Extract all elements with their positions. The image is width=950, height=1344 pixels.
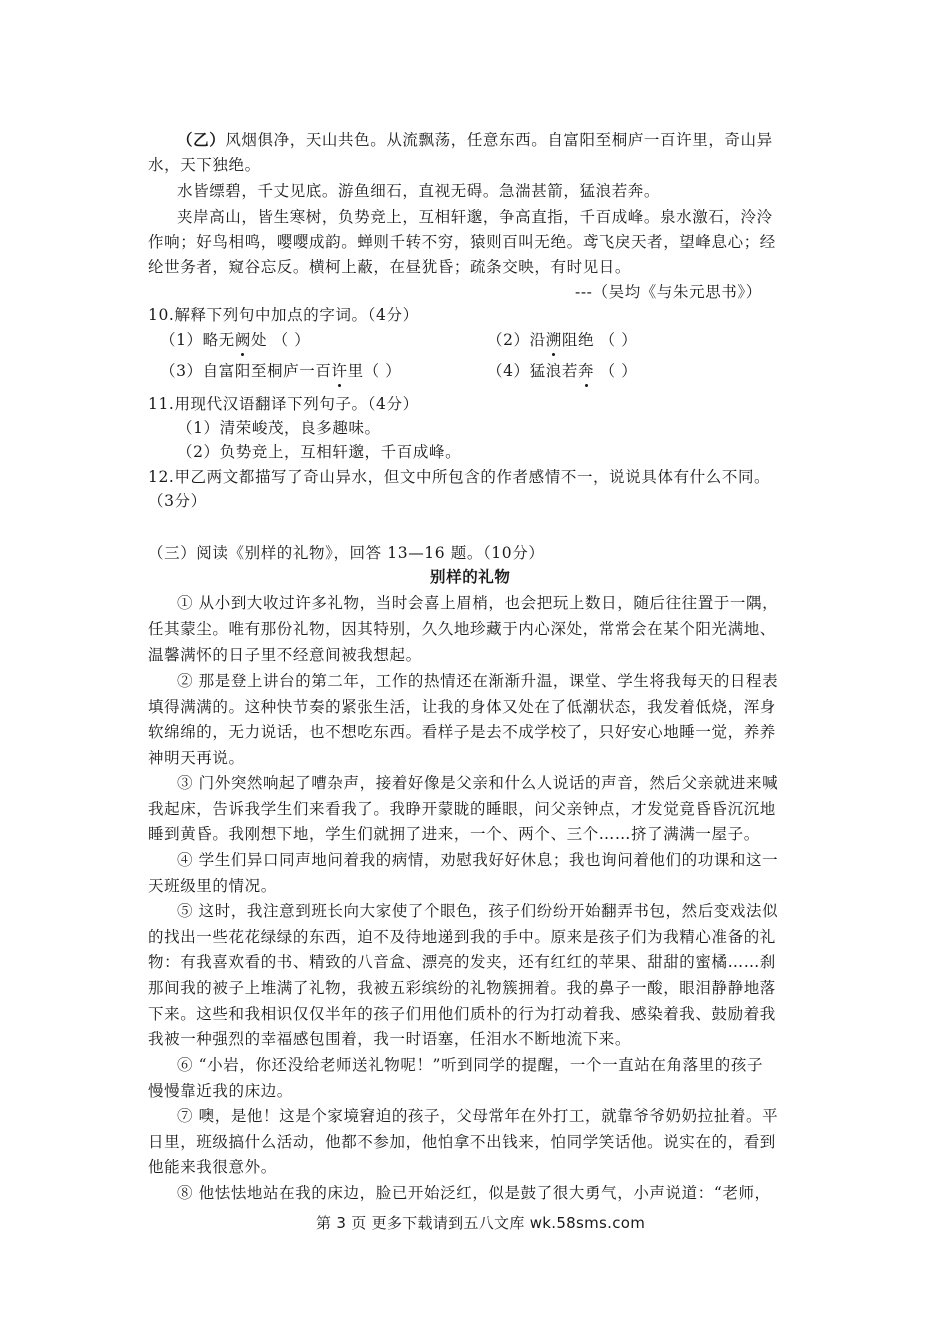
question-10-item-2: （2）沿溯阻绝 （ ） bbox=[487, 331, 638, 349]
article-p5-line-2: 的找出一些花花绿绿的东西，迫不及待地递到我的手中。原来是孩子们为我精心准备的礼 bbox=[148, 928, 776, 946]
passage-yi-line-5: 作响；好鸟相鸣，嘤嘤成韵。蝉则千转不穷，猿则百叫无绝。鸢飞戾天者，望峰息心；经 bbox=[148, 233, 776, 251]
article-p5-line-5: 下来。这些和我相识仅仅半年的孩子们用他们质朴的行为打动着我、感染着我、鼓励着我 bbox=[148, 1005, 776, 1023]
dotted-char: 奔 bbox=[577, 362, 595, 380]
article-p5-line-3: 物：有我喜欢看的书、精致的八音盒、漂亮的发夹，还有红红的苹果、甜甜的蜜橘……刹 bbox=[148, 953, 776, 971]
question-10-item-1: （1）略无阙处 （ ） bbox=[160, 331, 311, 349]
passage-yi-label: （乙） bbox=[177, 130, 226, 149]
article-p4-line-1: ④ 学生们异口同声地问着我的病情，劝慰我好好休息；我也询问着他们的功课和这一 bbox=[177, 851, 779, 869]
question-11-sentence-2: （2）负势竞上，互相轩邈，千百成峰。 bbox=[177, 443, 462, 461]
article-p1-line-2: 任其蒙尘。唯有那份礼物，因其特别，久久地珍藏于内心深处，常常会在某个阳光满地、 bbox=[148, 620, 776, 638]
page-footer: 第 3 页 更多下载请到五八文库 wk.58sms.com bbox=[316, 1214, 646, 1232]
question-12-line-1: 12.甲乙两文都描写了奇山异水，但文中所包含的作者感情不一，说说具体有什么不同。 bbox=[148, 468, 771, 486]
dotted-char: 许 bbox=[331, 362, 348, 380]
question-10-item-4: （4）猛浪若奔 （ ） bbox=[487, 362, 638, 380]
passage-yi-line-3: 水皆缥碧，千丈见底。游鱼细石，直视无碍。急湍甚箭，猛浪若奔。 bbox=[177, 182, 661, 200]
question-11-sentence-1: （1）清荣峻茂，良多趣味。 bbox=[177, 419, 381, 437]
question-10-item-3: （3）自富阳至桐庐一百许里（ ） bbox=[160, 362, 402, 380]
article-p8-line-1: ⑧ 他怯怯地站在我的床边，脸已开始泛红，似是鼓了很大勇气，小声说道：“老师， bbox=[177, 1184, 771, 1202]
article-p5-line-1: ⑤ 这时，我注意到班长向大家使了个眼色，孩子们纷纷开始翻弄书包，然后变戏法似 bbox=[177, 902, 779, 920]
article-p7-line-2: 日里，班级搞什么活动，他都不参加，他怕拿不出钱来，怕同学笑话他。说实在的，看到 bbox=[148, 1133, 776, 1151]
passage-yi-line-2: 水，天下独绝。 bbox=[148, 156, 261, 174]
article-p4-line-2: 天班级里的情况。 bbox=[148, 877, 277, 895]
article-p3-line-2: 我起床，告诉我学生们来看我了。我睁开蒙眬的睡眼，问父亲钟点，才发觉竟昏昏沉沉地 bbox=[148, 800, 776, 818]
article-p2-line-3: 软绵绵的，无力说话，也不想吃东西。看样子是去不成学校了，只好安心地睡一觉，养养 bbox=[148, 723, 776, 741]
article-p1-line-3: 温馨满怀的日子里不经意间被我想起。 bbox=[148, 646, 422, 664]
passage-yi-line-1: （乙）风烟俱净，天山共色。从流飘荡，任意东西。自富阳至桐庐一百许里，奇山异 bbox=[177, 130, 773, 149]
article-p3-line-3: 睡到黄昏。我刚想下地，学生们就拥了进来，一个、两个、三个……挤了满满一屋子。 bbox=[148, 825, 760, 843]
question-12-line-2: （3分） bbox=[148, 492, 207, 510]
question-11-stem: 11.用现代汉语翻译下列句子。（4分） bbox=[148, 395, 419, 413]
article-p6-line-2: 慢慢靠近我的床边。 bbox=[148, 1082, 293, 1100]
dotted-char: 溯 bbox=[545, 331, 562, 349]
article-p6-line-1: ⑥ “小岩，你还没给老师送礼物呢！”听到同学的提醒，一个一直站在角落里的孩子 bbox=[177, 1056, 764, 1074]
article-p2-line-4: 神明天再说。 bbox=[148, 749, 245, 767]
article-p3-line-1: ③ 门外突然响起了嘈杂声，接着好像是父亲和什么人说话的声音，然后父亲就进来喊 bbox=[177, 774, 779, 792]
article-p7-line-1: ⑦ 噢，是他！这是个家境窘迫的孩子，父母常年在外打工，就靠爷爷奶奶拉扯着。平 bbox=[177, 1107, 779, 1125]
article-p2-line-1: ② 那是登上讲台的第二年，工作的热情还在渐渐升温，课堂、学生将我每天的日程表 bbox=[177, 672, 779, 690]
article-p2-line-2: 填得满满的。这种快节奏的紧张生活，让我的身体又处在了低潮状态，我发着低烧，浑身 bbox=[148, 698, 776, 716]
passage-yi-line-4: 夹岸高山，皆生寒树，负势竞上，互相轩邈，争高直指，千百成峰。泉水激石，泠泠 bbox=[177, 208, 773, 226]
question-10-stem: 10.解释下列句中加点的字词。（4分） bbox=[148, 306, 419, 324]
article-p5-line-6: 我被一种强烈的幸福感包围着，我一时语塞，任泪水不断地流下来。 bbox=[148, 1030, 632, 1048]
passage-yi-source: ---（吴均《与朱元思书》） bbox=[575, 283, 762, 301]
article-p5-line-4: 那间我的被子上堆满了礼物，我被五彩缤纷的礼物簇拥着。我的鼻子一酸，眼泪静静地落 bbox=[148, 979, 776, 997]
article-title: 别样的礼物 bbox=[430, 567, 511, 586]
article-p7-line-3: 他能来我很意外。 bbox=[148, 1158, 277, 1176]
section-3-heading: （三）阅读《别样的礼物》，回答 13—16 题。（10分） bbox=[148, 544, 545, 562]
passage-yi-line-6: 纶世务者，窥谷忘反。横柯上蔽，在昼犹昏；疏条交映，有时见日。 bbox=[148, 258, 632, 276]
dotted-char: 阙 bbox=[234, 331, 251, 349]
article-p1-line-1: ① 从小到大收过许多礼物，当时会喜上眉梢，也会把玩上数日，随后往往置于一隅， bbox=[177, 594, 779, 612]
